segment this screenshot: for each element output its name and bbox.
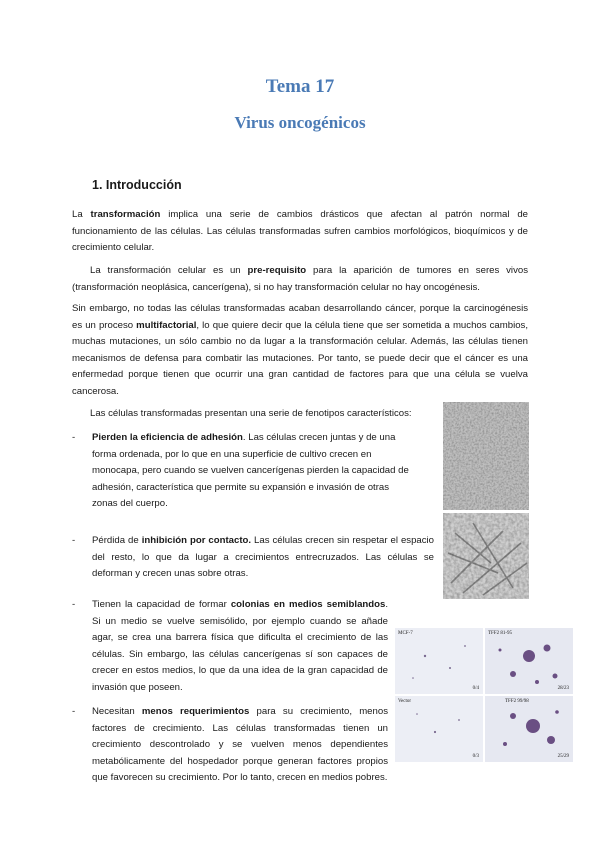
- p1-text-b: implica una serie de cambios drásticos que afectan al patrón normal de funcionamiento de las células. Las células transformadas sufren cambios morfológicos, bioquímicos y de crecimiento celular.: [72, 209, 528, 254]
- panel-count: 0/3: [472, 754, 479, 759]
- colony-panel-control-1: [395, 628, 483, 694]
- micrograph-adhesion-image: [443, 402, 529, 510]
- bullet-mark: -: [72, 432, 76, 443]
- bullet-4-bold: menos requerimientos: [141, 706, 250, 717]
- p2-bold: pre-requisito: [247, 265, 307, 276]
- bullet-4-text-a: Necesitan: [92, 706, 142, 717]
- colony-panel-tff2-2: [485, 696, 573, 762]
- bullet-3-bold: colonias en medios semiblandos: [230, 599, 386, 610]
- p3-text-a: Sin embargo, no todas las células transformadas acaban desarrollando cáncer, porque la carcinogénesis es un proceso: [72, 303, 528, 331]
- panel-label: TFF2 99/98: [505, 699, 529, 704]
- micrograph-contact-inhibition-image: [443, 513, 529, 599]
- micrograph-adhesion-graphic: [443, 402, 529, 510]
- colony-panel-control-2-graphic: [395, 696, 483, 762]
- panel-label: Vector: [398, 699, 412, 704]
- p3-text-b: , lo que quiere decir que la célula tiene que ser sometida a muchos cambios, muchas mutaciones, un sólo cambio no da lugar a la transformación celular. Además, las células tienen mecanismos de defensa para combatir las mutaciones. Por tanto, se puede decir que el cáncer es una enfermedad porque tienen que ocurrir una gran cantidad de factores para que una célula se vuelva cancerosa.: [72, 319, 529, 397]
- bullet-2-bold: inhibición por contacto.: [141, 535, 252, 546]
- colony-panel-control-2: [395, 696, 483, 762]
- panel-label: MCF-7: [398, 631, 413, 636]
- colony-assay-figure: [395, 628, 573, 762]
- paragraph-2: [72, 263, 528, 296]
- bullet-2-text-a: Pérdida de: [92, 535, 142, 546]
- p3-bold: multifactorial: [136, 319, 197, 331]
- panel-count: 28/23: [557, 686, 569, 691]
- p2-text-a: La transformación celular es un: [90, 265, 248, 276]
- bullet-item-3: [92, 597, 388, 697]
- bullet-3-text-a: Tienen la capacidad de formar: [92, 599, 231, 610]
- bullet-item-2: [92, 533, 434, 583]
- bullet-item-4: [92, 704, 388, 787]
- panel-label: TFF2 81-95: [488, 631, 513, 636]
- bullet-mark: -: [72, 599, 76, 610]
- micrograph-contact-inhibition-graphic: [443, 513, 529, 599]
- colony-panel-tff2-1: [485, 628, 573, 694]
- bullet-3-text-b: . Si un medio se vuelve semisólido, por ejemplo cuando se añade agar, se crea una barrera física que dificulta el crecimiento de las células. Sin embargo, las células cancerígenas sí son capaces de crecer en estos medios, lo que da una idea de la gran capacidad de invasión que poseen.: [92, 599, 388, 693]
- page-subtitle: Virus oncogénicos: [234, 113, 366, 132]
- paragraph-3: [72, 301, 528, 401]
- bullet-mark: -: [72, 706, 76, 717]
- bullet-1-bold: Pierden la eficiencia de adhesión: [92, 432, 243, 443]
- page-title: Tema 17: [265, 76, 335, 97]
- panel-count: 25/29: [557, 754, 569, 759]
- panel-count: 0/4: [472, 686, 479, 691]
- bullet-item-1: [92, 430, 410, 513]
- p1-text-a: La: [72, 209, 91, 220]
- section-heading: 1. Introducción: [92, 178, 182, 192]
- bullet-1-text: . Las células crecen juntas y de una forma ordenada, por lo que en una superficie de cultivo crecen en monocapa, pero cuando se vuelven cancerígenas pierden la capacidad de adhesión, característica que permite su expansión e invasión de otras zonas del cuerpo.: [92, 432, 409, 510]
- paragraph-1: [72, 207, 528, 257]
- p2-text-b: para la aparición de tumores en seres vivos (transformación neoplásica, cancerígena), si no hay transformación celular no hay oncogénesis.: [72, 265, 528, 293]
- colony-panel-tff2-2-graphic: [485, 696, 573, 762]
- colony-panel-tff2-1-graphic: [485, 628, 573, 694]
- paragraph-4: Las células transformadas presentan una serie de fenotipos característicos:: [90, 408, 412, 419]
- bullet-2-text-b: Las células crecen sin respetar el espacio del resto, lo que da lugar a crecimientos entrecruzados. Las células se deforman y crecen unas sobre otras.: [92, 535, 435, 580]
- p1-bold: transformación: [90, 209, 161, 220]
- bullet-4-text-b: para su crecimiento, menos factores de crecimiento. Las células transformadas tienen un crecimiento descontrolado y se vuelven menos dependientes metabólicamente del hospedador porque generan factores propios que favorecen su crecimiento. Por lo tanto, crecen en medios pobres.: [92, 706, 388, 784]
- colony-panel-control-1-graphic: [395, 628, 483, 694]
- bullet-mark: -: [72, 535, 76, 546]
